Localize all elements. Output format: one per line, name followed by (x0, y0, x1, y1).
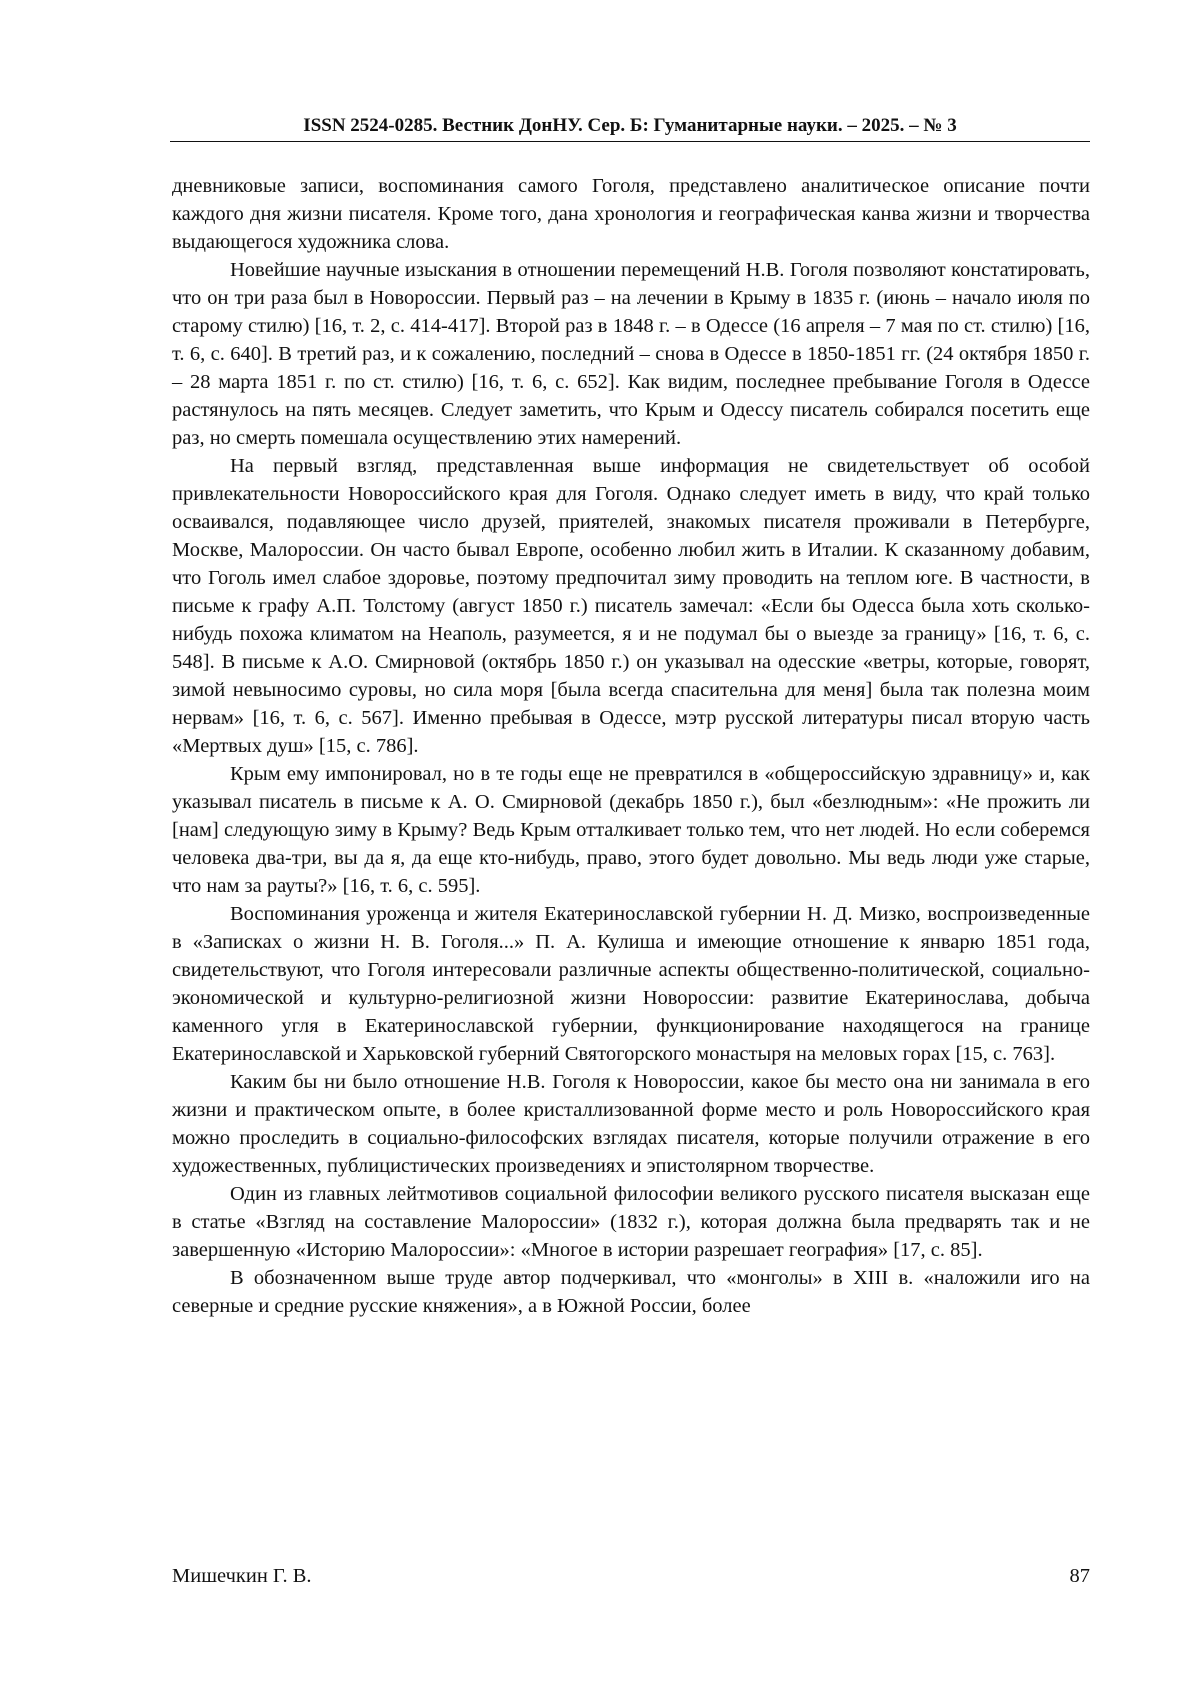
article-body (172, 172, 1090, 1320)
page-number: 87 (1069, 1565, 1090, 1587)
journal-running-header: ISSN 2524-0285. Вестник ДонНУ. Сер. Б: Гуманитарные науки. – 2025. – № 3 (303, 115, 957, 136)
paragraph-social-philosophy: Каким бы ни было отношение Н.В. Гоголя к Новороссии, какое бы место она ни занимала в его жизни и практическом опыте, в более кристаллизованной форме место и роль Новороссийского края можно проследить в социально-философских взглядах писателя, которые получили отражение в его художественных, публицистических произведениях и эпистолярном творчестве. (172, 1071, 1090, 1177)
paragraph-novorossiya-attraction: На первый взгляд, представленная выше информация не свидетельствует об особой привлекательности Новороссийского края для Гоголя. Однако следует иметь в виду, что край только осваивался, подавляющее число друзей, приятелей, знакомых писателя проживали в Петербурге, Москве, Малороссии. Он часто бывал Европе, особенно любил жить в Италии. К сказанному добавим, что Гоголь имел слабое здоровье, поэтому предпочитал зиму проводить на теплом юге. В частности, в письме к графу А.П. Толстому (август 1850 г.) писатель замечал: «Если бы Одесса была хоть сколько-нибудь похожа климатом на Неаполь, разумеется, я и не подумал бы о выезде за границу» [16, т. 6, с. 548]. В письме к А.О. Смирновой (октябрь 1850 г.) он указывал на одесские «ветры, которые, говорят, зимой невыносимо суровы, но сила моря [была всегда спасительна для меня] была так полезна моим нервам» [16, т. 6, с. 567]. Именно пребывая в Одессе, мэтр русской литературы писал вторую часть «Мертвых душ» [15, с. 786]. (172, 455, 1090, 757)
header-divider (170, 141, 1090, 142)
paragraph-leitmotif: Один из главных лейтмотивов социальной философии великого русского писателя высказан еще в статье «Взгляд на составление Малороссии» (1832 г.), которая должна была предварять так и не завершенную «Историю Малороссии»: «Многое в истории разрешает география» [17, с. 85]. (172, 1183, 1090, 1261)
paragraph-continuation: дневниковые записи, воспоминания самого Гоголя, представлено аналитическое описание почти каждого дня жизни писателя. Кроме того, дана хронология и географическая канва жизни и творчества выдающегося художника слова. (172, 175, 1090, 253)
paragraph-crimea: Крым ему импонировал, но в те годы еще не превратился в «общероссийскую здравницу» и, как указывал писатель в письме к А. О. Смирновой (декабрь 1850 г.), был «безлюдным»: «Не прожить ли [нам] следующую зиму в Крыму? Ведь Крым отталкивает только тем, что нет людей. Но если соберемся человека два-три, вы да я, да еще кто-нибудь, право, этого будет довольно. Мы ведь люди уже старые, что нам за рауты?» [16, т. 6, с. 595]. (172, 763, 1090, 897)
paragraph-mizko-memoirs: Воспоминания уроженца и жителя Екатеринославской губернии Н. Д. Мизко, воспроизведенные в «Записках о жизни Н. В. Гоголя...» П. А. Кулиша и имеющие отношение к январю 1851 года, свидетельствуют, что Гоголя интересовали различные аспекты общественно-политической, социально-экономической и культурно-религиозной жизни Новороссии: развитие Екатеринослава, добыча каменного угля в Екатеринославской губернии, функционирование находящегося на границе Екатеринославской и Харьковской губерний Святогорского монастыря на меловых горах [15, с. 763]. (172, 903, 1090, 1065)
footer-author: Мишечкин Г. В. (172, 1565, 312, 1587)
paragraph-gogol-travels: Новейшие научные изыскания в отношении перемещений Н.В. Гоголя позволяют констатировать, что он три раза был в Новороссии. Первый раз – на лечении в Крыму в 1835 г. (июнь – начало июля по старому стилю) [16, т. 2, с. 414-417]. Второй раз в 1848 г. – в Одессе (16 апреля – 7 мая по ст. стилю) [16, т. 6, с. 640]. В третий раз, и к сожалению, последний – снова в Одессе в 1850-1851 гг. (24 октября 1850 г. – 28 марта 1851 г. по ст. стилю) [16, т. 6, с. 652]. Как видим, последнее пребывание Гоголя в Одессе растянулось на пять месяцев. Следует заметить, что Крым и Одессу писатель собирался посетить еще раз, но смерть помешала осуществлению этих намерений. (172, 259, 1090, 449)
paragraph-mongols: В обозначенном выше труде автор подчеркивал, что «монголы» в XIII в. «наложили иго на северные и средние русские княжения», а в Южной России, более (172, 1267, 1090, 1317)
